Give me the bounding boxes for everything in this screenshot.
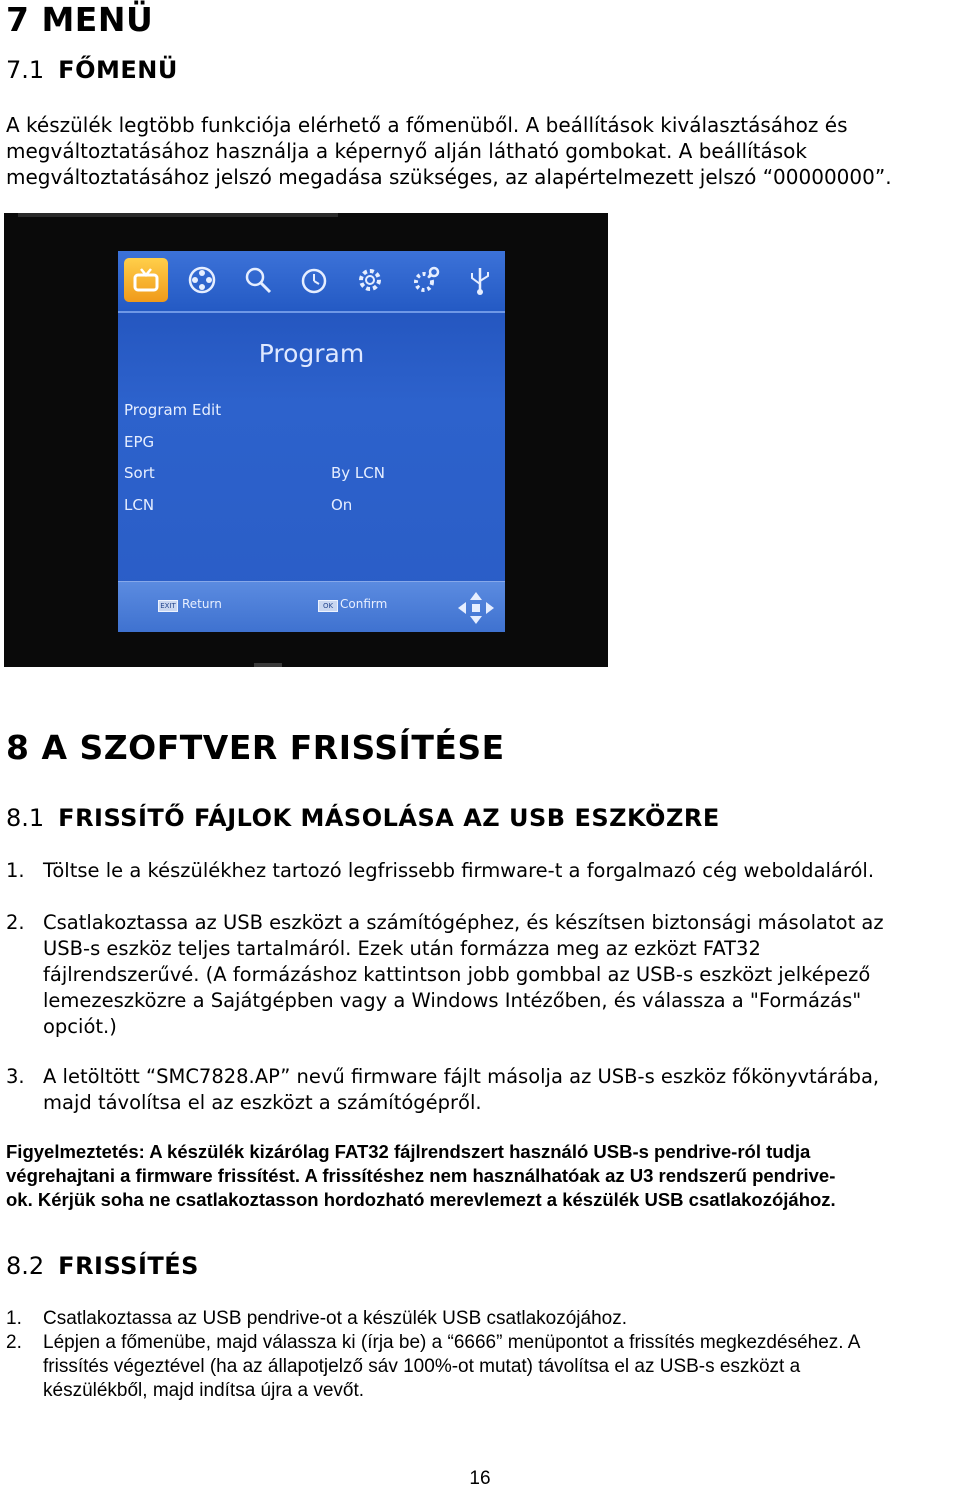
gear-icon[interactable] — [348, 258, 392, 302]
section-number: 8.2 — [6, 1252, 45, 1280]
warning-line: Figyelmeztetés: A készülék kizárólag FAT32 fájlrendszert használó USB-s pendrive-ról tudja — [6, 1141, 811, 1162]
list-text-line: frissítés végeztével (ha az állapotjelző sáv 100%-ot mutat) távolítsa el az USB-s eszközt a — [43, 1356, 801, 1377]
sort-value: By LCN — [331, 464, 385, 482]
list-text-line: A letöltött “SMC7828.AP” nevű firmware fájlt másolja az USB-s eszköz főkönyvtárába, — [43, 1065, 880, 1088]
list-item — [6, 858, 956, 884]
warning-line: ok. Kérjük soha ne csatlakoztasson hordozható merevlemezt a készülék USB csatlakozójához. — [6, 1189, 836, 1210]
section-8-1-heading — [6, 804, 720, 832]
screen-title: Program — [258, 339, 365, 368]
list-text-line: készülékből, majd indítsa újra a vevőt. — [43, 1380, 365, 1401]
list-number: 1. — [6, 859, 25, 882]
menu-item-lcn[interactable]: LCN — [124, 496, 155, 514]
list-number: 2. — [6, 1332, 22, 1353]
intro-paragraph — [6, 112, 956, 190]
exit-key-icon: EXIT — [158, 600, 178, 612]
list-number: 3. — [6, 1065, 25, 1088]
main-menu-screenshot — [4, 213, 608, 667]
list-text-line: majd távolítsa el az eszközt a számítógépről. — [43, 1091, 482, 1114]
section-title: FŐMENÜ — [58, 56, 178, 84]
list-text-line: USB-s eszköz teljes tartalmáról. Ezek után formázza meg az ezközt FAT32 — [43, 937, 761, 960]
section-title: FRISSÍTÉS — [58, 1252, 199, 1280]
list-item — [6, 1331, 956, 1403]
ok-key-icon: OK — [318, 600, 338, 612]
list-number: 2. — [6, 911, 25, 934]
warning-paragraph — [6, 1140, 956, 1212]
film-reel-icon[interactable] — [180, 258, 224, 302]
settings-icon[interactable] — [404, 258, 448, 302]
warning-line: végrehajtani a firmware frissítést. A frissítéshez nem használhatóak az U3 rendszerű pendrive- — [6, 1165, 836, 1186]
navigation-arrows-icon — [456, 590, 496, 626]
section-7-1-heading — [6, 56, 178, 84]
list-text: Töltse le a készülékhez tartozó legfrissebb firmware-t a forgalmazó cég weboldaláról. — [43, 859, 875, 882]
menu-item-sort[interactable]: Sort — [124, 464, 155, 482]
screen-bottom-mark — [254, 663, 282, 667]
list-text-line: opciót.) — [43, 1015, 117, 1038]
section-8-2-heading — [6, 1252, 199, 1280]
intro-line: megváltoztatásához jelszó megadása szükséges, az alapértelmezett jelszó “00000000”. — [6, 165, 892, 189]
list-item — [6, 1064, 958, 1116]
list-text — [43, 1331, 956, 1403]
menu-footer — [118, 581, 505, 632]
return-label: Return — [182, 597, 222, 611]
list-text-line: Lépjen a főmenübe, majd válassza ki (írja be) a “6666” menüpontot a frissítés megkezdéséhez. A — [43, 1332, 861, 1353]
page-number: 16 — [469, 1468, 491, 1489]
list-text: Csatlakoztassa az USB pendrive-ot a készülék USB csatlakozójához. — [43, 1308, 627, 1329]
section-7-heading: 7 MENÜ — [6, 0, 154, 39]
section-title: FRISSÍTŐ FÁJLOK MÁSOLÁSA AZ USB ESZKÖZRE — [58, 804, 720, 832]
screen-top-strip — [18, 213, 338, 217]
section-8-heading: 8 A SZOFTVER FRISSÍTÉSE — [6, 728, 505, 767]
confirm-label: Confirm — [340, 597, 388, 611]
list-item — [6, 910, 956, 1040]
search-icon[interactable] — [236, 258, 280, 302]
menu-item-epg[interactable]: EPG — [124, 433, 155, 451]
list-text-line: fájlrendszerűvé. (A formázáshoz kattintson jobb gombbal az USB-s eszközt jelképező — [43, 963, 871, 986]
list-text-line: lemezeszközre a Sajátgépben vagy a Windows Intézőben, és válassza a "Formázás" — [43, 989, 862, 1012]
list-text-line: Csatlakoztassa az USB eszközt a számítógéphez, és készítsen biztonsági másolatot az — [43, 911, 884, 934]
intro-line: megváltoztatásához használja a képernyő alján látható gombokat. A beállítások — [6, 139, 807, 163]
usb-icon[interactable] — [458, 258, 502, 302]
tv-icon[interactable] — [124, 258, 168, 302]
menu-item-program-edit[interactable]: Program Edit — [124, 401, 222, 419]
list-text — [43, 1064, 958, 1116]
list-number: 1. — [6, 1308, 22, 1329]
lcn-value: On — [331, 496, 353, 514]
section-number: 8.1 — [6, 804, 45, 832]
list-item — [6, 1307, 956, 1331]
clock-icon[interactable] — [292, 258, 336, 302]
menu-panel — [118, 251, 505, 631]
intro-line: A készülék legtöbb funkciója elérhető a főmenüből. A beállítások kiválasztásához és — [6, 113, 848, 137]
list-text — [43, 910, 956, 1040]
menu-icon-bar — [118, 251, 505, 313]
section-number: 7.1 — [6, 56, 45, 84]
